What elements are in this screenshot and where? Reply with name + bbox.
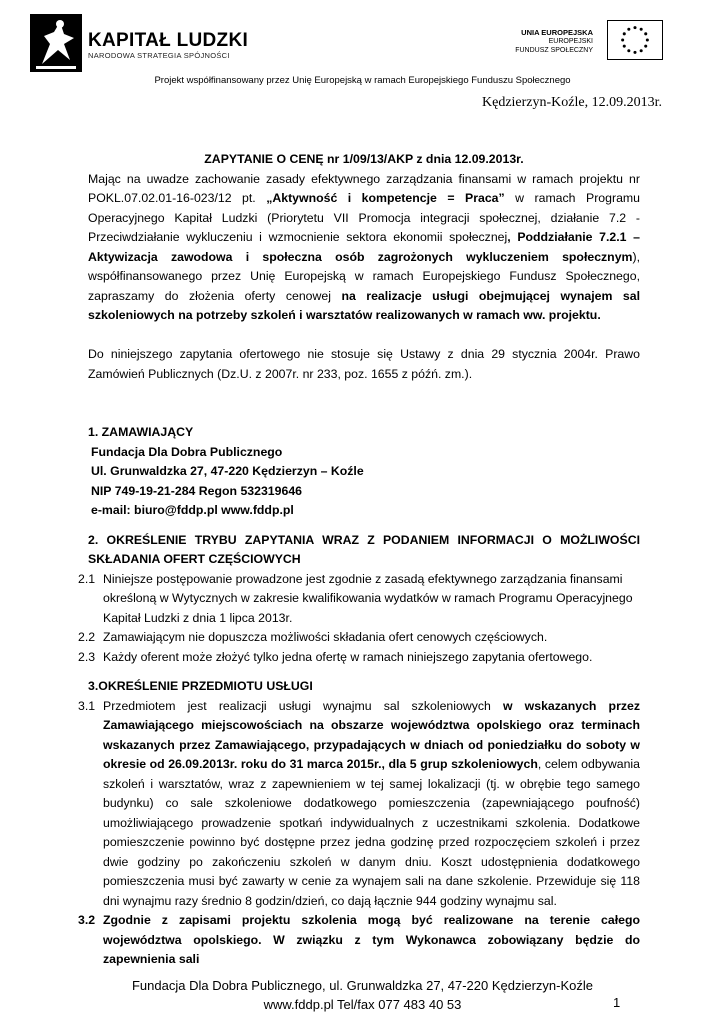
document-title: ZAPYTANIE O CENĘ nr 1/09/13/AKP z dnia 12.09.2013r. — [204, 152, 524, 166]
eu-label-line2: EUROPEJSKI — [548, 38, 593, 45]
kapital-ludzki-logo-icon — [30, 14, 82, 72]
eu-label — [515, 28, 593, 55]
list-item: 2.3 Każdy oferent może złożyć tylko jedna ofertę w ramach niniejszego zapytania ofertowego. — [78, 649, 593, 664]
page-header — [0, 0, 725, 100]
footer-contact: www.fddp.pl Tel/fax 077 483 40 53 — [263, 997, 462, 1012]
document-date: Kędzierzyn-Koźle, 12.09.2013r. — [482, 95, 662, 110]
kapital-ludzki-subtitle: NARODOWA STRATEGIA SPÓJNOŚCI — [88, 51, 230, 60]
footer-address: Fundacja Dla Dobra Publicznego, ul. Grunwaldzka 27, 47-220 Kędzierzyn-Koźle — [131, 978, 594, 993]
section-1-heading: 1. ZAMAWIAJĄCY — [88, 425, 194, 439]
section-2-heading: 2. OKREŚLENIE TRYBU ZAPYTANIA WRAZ Z PODANIEM INFORMACJI O MOŻLIWOŚCI SKŁADANIA OFERT CZĘŚCIOWYCH — [88, 532, 640, 566]
list-item: 3.1 Przedmiotem jest realizacji usługi wynajmu sal szkoleniowych w wskazanych przez Zamawiającego miejscowościach na obszarze województwa opolskiego oraz terminach wskazanych przez Zamawiającego, przypadających w dniach od poniedziałku do soboty w okresie od 26.09.2013r. roku do 31 marca 2015r., dla 5 grup szkoleniowych, celem odbywania szkoleń i warsztatów, wraz z zapewnieniem w tej samej lokalizacji (tj. w obrębie tego samego budynku) co sale szkoleniowe dodatkowego pomieszczenia (zapewniającego poufność) umożliwiającego prowadzenie spotkań indywidualnych z uczestnikami szkolenia. Dodatkowe pomieszczenie powinno być dostępne przez jedna godzinę przed rozpoczęciem szkoleń i przez dwie godziny po zakończeniu szkoleń w danym dniu. Koszt udostępnienia dodatkowego pomieszczenia musi być zawarty w cenie za wynajem sali na dane szkolenie. Przewiduje się 118 dni wynajmu razy średnio 8 godzin/dzień, co dają łącznie 944 godziny wynajmu sal. — [78, 698, 640, 908]
eu-label-line3: FUNDUSZ SPOŁECZNY — [515, 47, 593, 54]
project-cofinancing-note: Projekt współfinansowany przez Unię Europejską w ramach Europejskiego Funduszu Społecznego — [154, 75, 571, 86]
document-body — [78, 150, 640, 970]
orderer-name: Fundacja Dla Dobra Publicznego — [91, 444, 283, 459]
eu-flag-icon — [607, 20, 663, 60]
eu-label-line1: UNIA EUROPEJSKA — [521, 28, 593, 37]
list-item: 2.1 Niniejsze postępowanie prowadzone jest zgodnie z zasadą efektywnego zarządzania finansami określoną w Wytycznych w zakresie kwalifikowania wydatków w ramach Programu Operacyjnego Kapitał Ludzki z dnia 1 lipca 2013r. — [78, 571, 633, 625]
intro-paragraph: Mając na uwadze zachowanie zasady efektywnego zarządzania finansami w ramach projektu nr POKL.07.02.01-16-023/12 pt. „Aktywność i kompetencje = Praca” w ramach Programu Operacyjnego Kapitał Ludzki (Priorytetu VII Promocja integracji społecznej, działanie 7.2 - Przeciwdziałanie wykluczeniu i wzmocnienie sektora ekonomii społecznej, Poddziałanie 7.2.1 – Aktywizacja zawodowa i społeczna osób zagrożonych wykluczeniem społecznym), współfinansowanego przez Unię Europejską w ramach Europejskiego Fundusz Społecznego, zapraszamy do złożenia oferty cenowej na realizacje usługi obejmującej wynajem sal szkoleniowych na potrzeby szkoleń i warsztatów realizowanych w ramach ww. projektu. — [88, 171, 640, 322]
list-item: 3.2 Zgodnie z zapisami projektu szkolenia mogą być realizowane na terenie całego województwa opolskiego. W związku z tym Wykonawca zobowiązany będzie do zapewnienia sali — [78, 913, 640, 966]
page-number: 1 — [613, 995, 621, 1010]
section-3-heading: 3.OKREŚLENIE PRZEDMIOTU USŁUGI — [88, 679, 313, 693]
orderer-address: Ul. Grunwaldzka 27, 47-220 Kędzierzyn – Koźle — [91, 464, 364, 478]
law-exclusion-paragraph: Do niniejszego zapytania ofertowego nie stosuje się Ustawy z dnia 29 stycznia 2004r. Prawo Zamówień Publicznych (Dz.U. z 2007r. nr 233, poz. 1655 z późń. zm.). — [88, 347, 640, 381]
orderer-contact: e-mail: biuro@fddp.pl www.fddp.pl — [91, 503, 294, 517]
orderer-tax-ids: NIP 749-19-21-284 Regon 532319646 — [91, 483, 303, 498]
list-item: 2.2 Zamawiającym nie dopuszcza możliwości składania ofert cenowych częściowych. — [78, 630, 548, 644]
kapital-ludzki-title: KAPITAŁ LUDZKI — [88, 30, 249, 51]
